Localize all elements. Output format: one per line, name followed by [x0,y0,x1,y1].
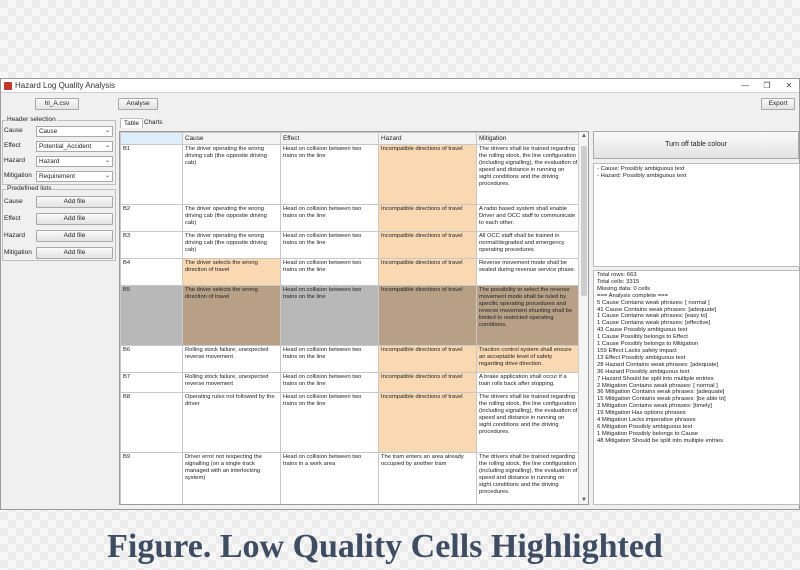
analysis-stat-line: Missing data: 0 cells [597,285,651,292]
hazard-cell[interactable]: Incompatible directions of travel [379,373,477,393]
table-row-selected[interactable] [121,286,581,346]
row-id-cell[interactable]: B2 [121,205,183,232]
mitigation-header-select[interactable] [36,171,113,182]
file-button[interactable]: hl_A.csv [35,98,79,110]
hazard-cell[interactable]: Incompatible directions of travel [379,259,477,286]
analysis-stat-line: 36 Mitigation Contains weak phrases: [adequate] [597,389,725,396]
app-window [0,78,800,510]
cause-cell[interactable]: The driver operating the wrong driving cab (the opposite driving cab) [183,205,281,232]
analysis-stat-line: 159 Effect Lacks safety impact [597,347,677,354]
analysis-stat-line: 19 Mitigation Has options phrases [597,410,686,417]
hazard-table [120,132,581,505]
effect-header-select[interactable] [36,141,113,152]
header-cause-label: Cause [4,127,23,134]
cause-cell[interactable]: The driver selects the wrong direction of travel [183,286,281,346]
cell-note-line: - Cause: Possibly ambiguous text [597,166,685,172]
cause-header-select[interactable] [36,126,113,137]
mitigation-cell[interactable]: The drivers shall be trained regarding the rolling stock, the line configuration (including signalling), the evaluation of speed and distance in running on sight conditions and the driving procedures. [477,393,581,453]
hazard-cell[interactable]: The tram enters an area already occupied by another tram [379,453,477,506]
cell-note-line: - Hazard: Possibly ambiguous text [597,172,687,179]
table-row[interactable] [121,232,581,259]
analysis-stat-line: 3 Mitigation Contains weak phrases: [timely] [597,403,712,410]
table-row[interactable] [121,373,581,393]
analysis-stat-line: 28 Hazard Contains weak phrases: [adequate] [597,361,719,368]
effect-add-file-button[interactable]: Add file [36,213,113,225]
effect-cell[interactable]: Head on collision between two trains on the line [281,259,379,286]
row-id-cell[interactable]: B3 [121,232,183,259]
cause-cell[interactable]: Rolling stock failure, unexpected reverse movement [183,346,281,373]
row-id-cell[interactable]: B7 [121,373,183,393]
window-title: Hazard Log Quality Analysis [15,81,116,90]
scroll-up-icon[interactable]: ▲ [581,133,587,139]
effect-cell[interactable]: Head on collision between two trains on the line [281,286,379,346]
effect-cell[interactable]: Head on collision between two trains on the line [281,205,379,232]
cause-header-value: Cause [39,128,58,135]
header-mitigation-label: Mitigation [4,172,32,179]
hazard-cell[interactable]: Incompatible directions of travel [379,232,477,259]
hazard-header-select[interactable] [36,156,113,167]
row-id-cell[interactable]: B5 [121,286,183,346]
mitigation-cell[interactable]: Traction control system shall ensure an acceptable level of safety regarding drive direction. [477,346,581,373]
analysis-stat-line: 6 Mitigation Possibly ambiguous text [597,423,693,430]
analysis-stat-line: 36 Hazard Possibly ambiguous text [597,368,690,375]
chevron-down-icon: ⌄ [104,173,110,179]
predefined-cause-label: Cause [4,198,23,205]
app-icon [4,82,12,90]
predefined-effect-label: Effect [4,215,21,222]
close-icon[interactable]: ✕ [785,81,793,90]
analysis-stat-line: 41 Cause Contains weak phrases: [adequate] [597,306,717,313]
predefined-lists-label: Predefined lists [7,185,52,192]
analysis-stat-line: 1 Cause Possibly belongs to Mitigation [597,341,699,348]
predefined-hazard-label: Hazard [4,232,25,239]
effect-header-value: Potential_Accident [39,143,92,150]
minimize-icon[interactable]: — [741,81,749,90]
analyse-button[interactable]: Analyse [118,98,158,110]
hazard-add-file-button[interactable]: Add file [36,230,113,242]
table-row[interactable] [121,145,581,205]
analysis-stat-line: Total rows: 663 [597,272,637,278]
tab-table[interactable]: Table [120,118,143,128]
analysis-stat-line: 48 Mitigation Should be split into multiple entries [597,437,724,444]
table-row[interactable] [121,346,581,373]
row-id-cell[interactable]: B9 [121,453,183,506]
analysis-stat-line: Total cells: 3315 [597,278,640,285]
effect-cell[interactable]: Head on collision between two trains on the line [281,393,379,453]
table-row[interactable] [121,205,581,232]
analysis-stat-line: 1 Cause Contains weak phrases: [effective] [597,320,711,327]
analysis-stat-line: 1 Cause Possibly belongs to Effect [597,334,688,341]
analysis-stat-line: 43 Cause Possibly ambiguous text [597,327,688,334]
mitigation-add-file-button[interactable]: Add file [36,247,113,259]
mitigation-cell[interactable]: The drivers shall be trained regarding the rolling stock, the line configuration (including signalling), the evaluation of speed and distance in running on sight conditions and the driving procedures. [477,145,581,205]
chevron-down-icon: ⌄ [104,128,110,134]
header-selection-label: Header selection [7,116,56,123]
cause-cell[interactable]: Driver error not respecting the signalling (on a single track managed with an interlocking system) [183,453,281,506]
mitigation-cell[interactable]: All OCC staff shall be trained in normal/degraded and emergency operating procedures [477,232,581,259]
analysis-stat-line: 13 Effect Possibly ambiguous text [597,354,686,361]
analysis-stats-panel [593,270,800,505]
cause-cell[interactable]: The driver operating the wrong driving cab (the opposite driving cab) [183,145,281,205]
analysis-stat-line: 1 Mitigation Possibly belongs to Cause [597,430,699,437]
hazard-cell[interactable]: Incompatible directions of travel [379,145,477,205]
analysis-stat-line: 15 Mitigation Contains weak phrases: [be able to] [597,396,726,403]
mitigation-cell[interactable]: A brake application shall occur if a train rolls back after stopping. [477,373,581,393]
effect-cell[interactable]: Head on collision between two trains on the line [281,346,379,373]
title-bar [1,79,799,93]
predefined-mitigation-label: Mitigation [4,249,32,256]
analysis-stat-line: 1 Cause Contains weak phrases: [easy to] [597,313,708,320]
mitigation-header-value: Requirement [39,173,76,180]
tab-charts[interactable]: Charts [144,119,163,126]
hazard-cell[interactable]: Incompatible directions of travel [379,205,477,232]
chevron-down-icon: ⌄ [104,158,110,164]
row-id-cell[interactable]: B8 [121,393,183,453]
header-effect-label: Effect [4,142,21,149]
chevron-down-icon: ⌄ [104,143,110,149]
table-row[interactable] [121,393,581,453]
figure-caption: Figure. Low Quality Cells Highlighted [107,528,663,565]
hazard-cell[interactable]: Incompatible directions of travel [379,393,477,453]
cell-notes-panel [593,163,800,267]
mitigation-cell[interactable]: Reverse movement mode shall be sealed during revenue service phase. [477,259,581,286]
row-id-cell[interactable]: B1 [121,145,183,205]
column-header[interactable]: Mitigation [477,133,581,145]
cause-cell[interactable]: Rolling stock failure, unexpected reverse movement [183,373,281,393]
effect-cell[interactable]: Head on collision between two trains on the line [281,232,379,259]
effect-cell[interactable]: Head on collision between two trains in a work area [281,453,379,506]
scrollbar-thumb[interactable] [581,146,587,296]
cause-add-file-button[interactable]: Add file [36,196,113,208]
hazard-cell[interactable]: Incompatible directions of travel [379,346,477,373]
export-button[interactable]: Export [761,98,795,110]
turn-off-table-colour-button[interactable]: Turn off table colour [593,131,799,159]
analysis-stat-line: 2 Mitigation Contains weak phrases: [ normal ] [597,382,718,389]
analysis-stat-line: === Analysis complete === [597,292,669,299]
column-header[interactable]: Cause [183,133,281,145]
header-hazard-label: Hazard [4,157,25,164]
column-header[interactable]: Hazard [379,133,477,145]
row-id-cell[interactable]: B4 [121,259,183,286]
table-header-row [121,133,581,145]
effect-cell[interactable]: Head on collision between two trains on the line [281,373,379,393]
mitigation-cell[interactable]: A radio based system shall enable Driver and OCC staff to communicate to each other. [477,205,581,232]
cause-cell[interactable]: Operating rules not followed by the driver [183,393,281,453]
hazard-cell[interactable]: Incompatible directions of travel [379,286,477,346]
analysis-stat-line: 7 Hazard Should be split into multiple entries [597,375,714,382]
analysis-stat-line: 5 Cause Contains weak phrases: [ normal ] [597,299,710,306]
cause-cell[interactable]: The driver operating the wrong driving cab (the opposite driving cab) [183,232,281,259]
mitigation-cell[interactable]: The possibility to select the reverse movement mode shall be ruled by specific operating procedures and reverse movement shunting shall be limited to restricted operating conditions. [477,286,581,346]
column-header[interactable] [121,133,183,145]
hazard-header-value: Hazard [39,158,60,165]
scroll-down-icon[interactable]: ▼ [581,497,587,503]
analysis-stat-line: 4 Mitigation Lacks imperative phrases [597,417,696,424]
maximize-icon[interactable]: ❐ [763,81,771,90]
row-id-cell[interactable]: B6 [121,346,183,373]
mitigation-cell[interactable]: The drivers shall be trained regarding the rolling stock, the line configuration (including signalling), the evaluation of speed and distance in running on sight conditions and the driving procedures. [477,453,581,506]
cause-cell[interactable]: The driver selects the wrong direction of travel [183,259,281,286]
column-header[interactable]: Effect [281,133,379,145]
results-table [119,131,589,505]
effect-cell[interactable]: Head on collision between two trains on the line [281,145,379,205]
table-row[interactable] [121,259,581,286]
table-row[interactable] [121,453,581,506]
table-scrollbar[interactable] [578,132,588,504]
